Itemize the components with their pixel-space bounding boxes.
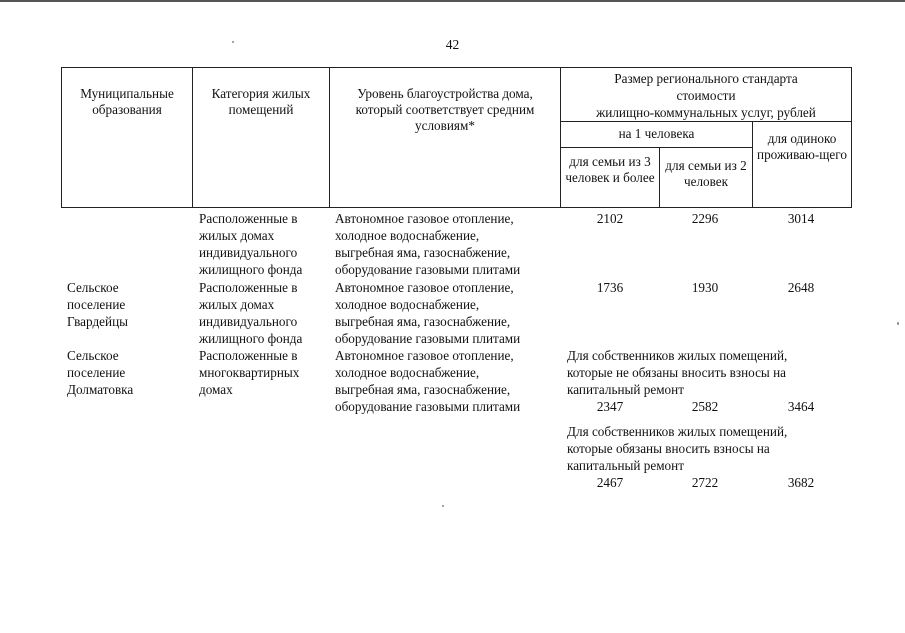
note-line: Для собственников жилых помещений,: [567, 424, 788, 439]
row2-municipality-line: поселение: [67, 297, 126, 312]
row2-amenities-line: оборудование газовыми плитами: [335, 331, 521, 346]
note-line: которые не обязаны вносить взносы на: [567, 365, 786, 380]
row2-municipality: [67, 279, 128, 330]
header-single: для одиноко проживаю-щего: [753, 122, 852, 208]
row3-category-line: Расположенные в: [199, 348, 298, 363]
row1-amenities-line: оборудование газовыми плитами: [335, 262, 521, 277]
header-standard-line3: жилищно-коммунальных услуг, рублей: [596, 105, 816, 120]
row3-note-no-capital-repair: [567, 347, 867, 398]
table-header: [61, 67, 852, 208]
row2-single: 2648: [787, 280, 815, 295]
header-standard-line1: Размер регионального стандарта: [614, 71, 798, 86]
header-standard: [561, 68, 852, 122]
row1-category: [199, 210, 302, 278]
row3b-family3: 2467: [596, 475, 624, 490]
row1-family2: 2296: [691, 211, 719, 226]
row1-amenities: [335, 210, 520, 278]
note-line: капитальный ремонт: [567, 382, 684, 397]
row3a-single: 3464: [787, 399, 815, 414]
row2-family2: 1930: [691, 280, 719, 295]
header-family2: для семьи из 2 человек: [660, 148, 753, 208]
row3-category-line: домах: [199, 382, 233, 397]
row3-municipality-line: Долматовка: [67, 382, 134, 397]
row1-category-line: Расположенные в: [199, 211, 298, 226]
row1-category-line: индивидуального: [199, 245, 298, 260]
row1-family3: 2102: [596, 211, 624, 226]
page-number: 42: [445, 37, 460, 52]
row2-family3: 1736: [596, 280, 624, 295]
page-top-edge: [0, 0, 905, 2]
row2-category-line: Расположенные в: [199, 280, 298, 295]
row2-amenities-line: Автономное газовое отопление,: [335, 280, 514, 295]
row3-municipality-line: поселение: [67, 365, 126, 380]
row2-category-line: жилых домах: [199, 297, 275, 312]
row2-municipality-line: Сельское: [67, 280, 119, 295]
note-line: которые обязаны вносить взносы на: [567, 441, 770, 456]
header-category: Категория жилых помещений: [193, 68, 330, 208]
row2-category: [199, 279, 302, 347]
note-line: капитальный ремонт: [567, 458, 684, 473]
row3-amenities-line: холодное водоснабжение,: [335, 365, 480, 380]
scan-speck: [897, 322, 899, 325]
row3-note-capital-repair: [567, 423, 867, 474]
row1-category-line: жилых домах: [199, 228, 275, 243]
scan-speck: [442, 505, 444, 507]
header-family3: для семьи из 3 человек и более: [561, 148, 660, 208]
row3b-family2: 2722: [691, 475, 719, 490]
row3-category-line: многоквартирных: [199, 365, 300, 380]
scan-speck: [232, 41, 234, 43]
row2-category-line: индивидуального: [199, 314, 298, 329]
row2-category-line: жилищного фонда: [199, 331, 303, 346]
header-per-person: на 1 человека: [561, 122, 753, 148]
row3-amenities: [335, 347, 520, 415]
note-line: Для собственников жилых помещений,: [567, 348, 788, 363]
row3b-single: 3682: [787, 475, 815, 490]
row1-category-line: жилищного фонда: [199, 262, 303, 277]
row3-municipality: [67, 347, 133, 398]
row3a-family2: 2582: [691, 399, 719, 414]
row2-amenities-line: выгребная яма, газоснабжение,: [335, 314, 511, 329]
row3-amenities-line: оборудование газовыми плитами: [335, 399, 521, 414]
header-standard-line2: стоимости: [676, 88, 736, 103]
row3a-family3: 2347: [596, 399, 624, 414]
row1-amenities-line: Автономное газовое отопление,: [335, 211, 514, 226]
row3-amenities-line: Автономное газовое отопление,: [335, 348, 514, 363]
header-amenities: [330, 68, 561, 208]
row1-amenities-line: выгребная яма, газоснабжение,: [335, 245, 511, 260]
row2-amenities-line: холодное водоснабжение,: [335, 297, 480, 312]
header-amenities-text: Уровень благоустройства дома, который соответствует средним условиям*: [355, 86, 535, 133]
row3-municipality-line: Сельское: [67, 348, 119, 363]
row1-single: 3014: [787, 211, 815, 226]
row3-category: [199, 347, 299, 398]
header-municipality: Муниципальные образования: [62, 68, 193, 208]
row2-amenities: [335, 279, 520, 347]
row1-amenities-line: холодное водоснабжение,: [335, 228, 480, 243]
row3-amenities-line: выгребная яма, газоснабжение,: [335, 382, 511, 397]
row2-municipality-line: Гвардейцы: [67, 314, 128, 329]
